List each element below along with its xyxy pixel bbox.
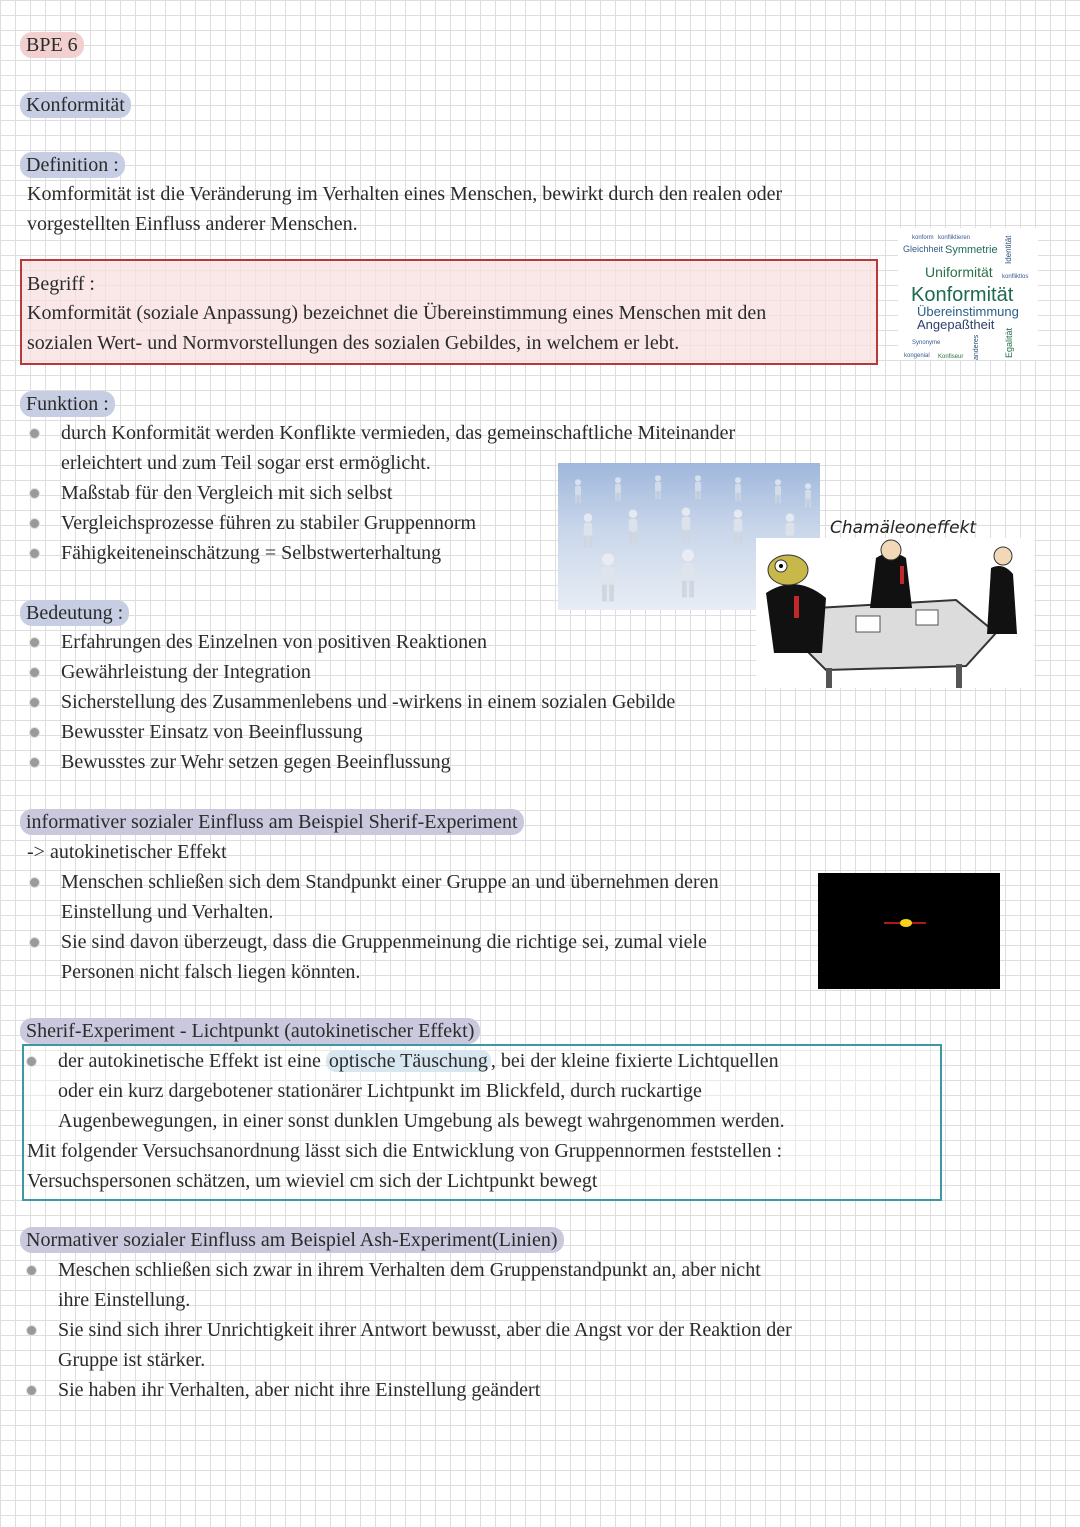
list-item: Sie sind sich ihrer Unrichtigkeit ihrer Antwort bewusst, aber die Angst vor der Reaktion der Gruppe ist stärker. xyxy=(24,1315,924,1375)
list-item: Vergleichsprozesse führen zu stabiler Gruppennorm xyxy=(27,508,827,538)
bedeutung-list xyxy=(27,627,787,777)
begriff-line-1: Komformität (soziale Anpassung) bezeichnet die Übereinstimmung eines Menschen mit den xyxy=(27,302,767,324)
wordcloud-word: Konfiseur xyxy=(938,354,964,360)
optische-taeuschung-highlight: optische Täuschung xyxy=(326,1050,491,1072)
sherif-heading: Sherif-Experiment - Lichtpunkt (autokinetischer Effekt) xyxy=(20,1018,480,1044)
begriff-line-2: sozialen Wert- und Normvorstellungen des sozialen Gebildes, in welchem er lebt. xyxy=(27,332,680,354)
begriff-heading: Begriff : xyxy=(27,273,95,295)
wordcloud-word: anderes xyxy=(973,334,980,360)
chamaeleon-cartoon-image xyxy=(756,538,1034,688)
definition-line-1: Komformität ist die Veränderung im Verhalten eines Menschen, bewirkt durch den realen oder xyxy=(27,183,783,205)
informativ-heading: informativer sozialer Einfluss am Beispiel Sherif-Experiment xyxy=(20,809,524,835)
wordcloud-word: Identität xyxy=(1004,235,1013,264)
wordcloud-word: Gleichheit xyxy=(903,244,944,254)
page-badge: BPE 6 xyxy=(20,32,84,58)
list-item: Erfahrungen des Einzelnen von positiven Reaktionen xyxy=(27,627,787,657)
wordcloud-word: Übereinstimmung xyxy=(917,304,1019,319)
wordcloud-word: kongenial xyxy=(904,353,930,359)
wordcloud-word: Angepaßtheit xyxy=(917,317,995,332)
wordcloud-word: konform xyxy=(912,235,934,241)
wordcloud-word: Symmetrie xyxy=(945,244,998,256)
wordcloud-word: Konformität xyxy=(911,284,1014,306)
list-item: Bewusster Einsatz von Beeinflussung xyxy=(27,717,787,747)
informativ-list xyxy=(27,867,817,987)
page-title: Konformität xyxy=(20,92,131,118)
wordcloud-word: Egalität xyxy=(1004,327,1014,358)
wordcloud-word: Uniformität xyxy=(925,264,993,280)
informativ-subline: -> autokinetischer Effekt xyxy=(27,841,227,863)
list-item: durch Konformität werden Konflikte vermieden, das gemeinschaftliche Miteinander erleichtert und zum Teil sogar erst ermöglicht. xyxy=(27,418,827,478)
definition-heading: Definition : xyxy=(20,152,125,178)
chamaeleon-label: Chamäleoneffekt xyxy=(830,518,977,538)
wordcloud-image xyxy=(898,228,1038,360)
list-item: Sicherstellung des Zusammenlebens und -wirkens in einem sozialen Gebilde xyxy=(27,687,787,717)
wordcloud-word: Synonyme xyxy=(912,340,941,346)
sherif-line-2: Versuchspersonen schätzen, um wieviel cm sich der Lichtpunkt bewegt xyxy=(27,1170,598,1192)
list-item: Meschen schließen sich zwar in ihrem Verhalten dem Gruppenstandpunkt an, aber nicht ihre Einstellung. xyxy=(24,1255,924,1315)
sherif-line-1: Mit folgender Versuchsanordnung lässt sich die Entwicklung von Gruppennormen feststellen : xyxy=(27,1140,783,1162)
list-item: Sie haben ihr Verhalten, aber nicht ihre Einstellung geändert xyxy=(24,1375,924,1405)
definition-line-2: vorgestellten Einfluss anderer Menschen. xyxy=(27,213,358,235)
wordcloud-word: konfliktlos xyxy=(1002,274,1029,280)
normativ-heading: Normativer sozialer Einfluss am Beispiel Ash-Experiment(Linien) xyxy=(20,1227,564,1253)
bedeutung-heading: Bedeutung : xyxy=(20,600,129,626)
lichtpunkt-image xyxy=(818,873,1000,989)
sherif-list xyxy=(24,1046,924,1136)
list-item: Bewusstes zur Wehr setzen gegen Beeinflussung xyxy=(27,747,787,777)
wordcloud-word: konfliktieren xyxy=(938,235,971,241)
list-item: Menschen schließen sich dem Standpunkt einer Gruppe an und übernehmen deren Einstellung und Verhalten. xyxy=(27,867,817,927)
normativ-list xyxy=(24,1255,924,1405)
list-item: Sie sind davon überzeugt, dass die Gruppenmeinung die richtige sei, zumal viele Personen nicht falsch liegen könnten. xyxy=(27,927,817,987)
list-item: der autokinetische Effekt ist eine optische Täuschung , bei der kleine fixierte Lichtquellen oder ein kurz dargebotener stationärer Lichtpunkt im Blickfeld, durch ruckartige Augenbewegungen, in einer sonst dunklen Umgebung als bewegt wahrgenommen werden. xyxy=(24,1046,924,1136)
list-item: Gewährleistung der Integration xyxy=(27,657,787,687)
list-item: Maßstab für den Vergleich mit sich selbst xyxy=(27,478,827,508)
funktion-heading: Funktion : xyxy=(20,391,115,417)
list-item: Fähigkeiteneinschätzung = Selbstwerterhaltung xyxy=(27,538,827,568)
